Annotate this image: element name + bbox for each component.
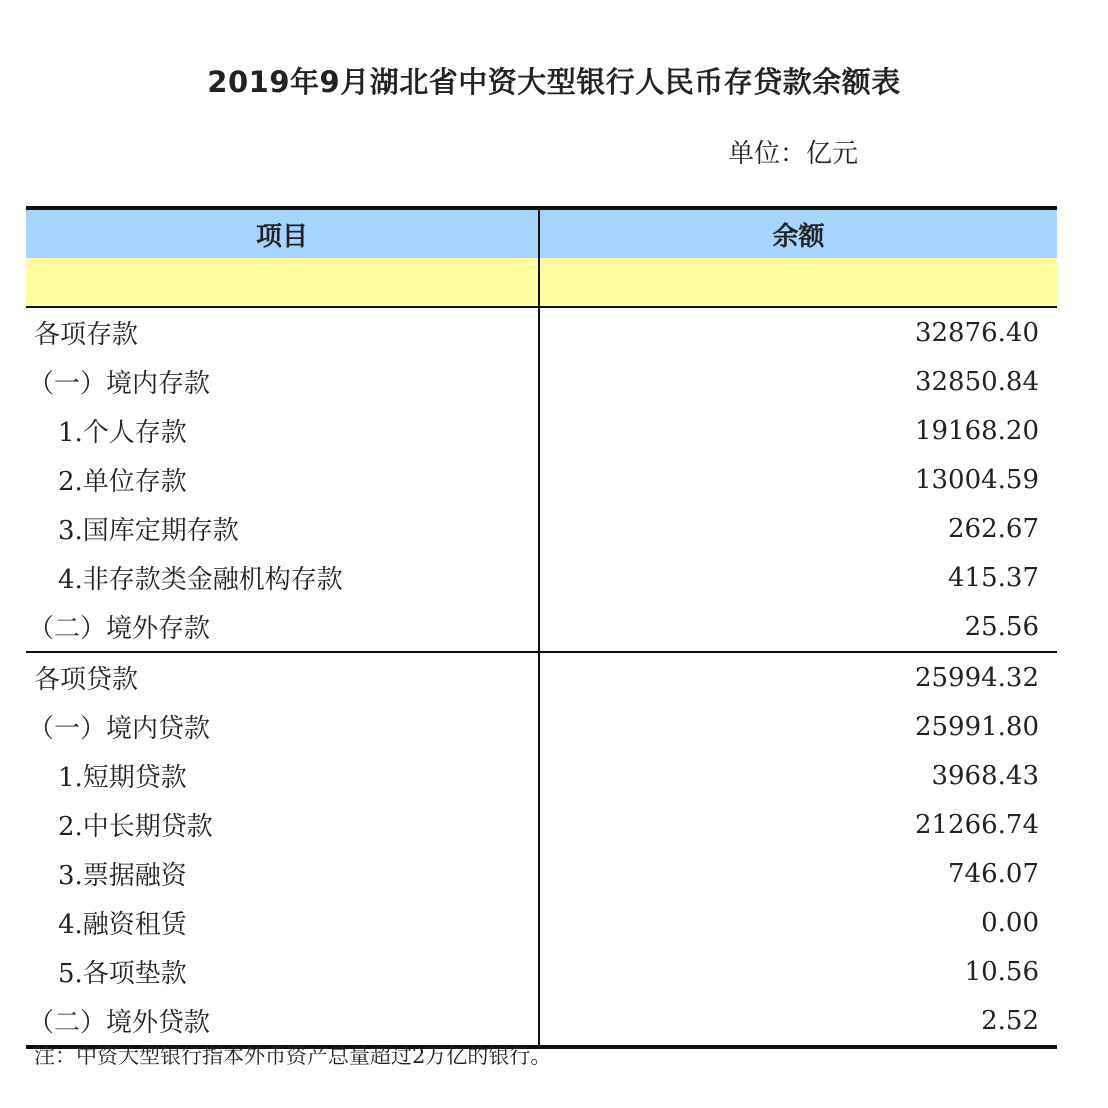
row-label: 4.融资租赁 xyxy=(58,910,187,940)
loan-section xyxy=(26,651,1057,1045)
row-label: 5.各项垫款 xyxy=(58,959,187,989)
row-label: 4.非存款类金融机构存款 xyxy=(58,565,343,595)
row-label: 2.单位存款 xyxy=(58,467,187,497)
row-value: 13004.59 xyxy=(914,464,1039,495)
table-row xyxy=(26,406,1057,455)
row-value: 262.67 xyxy=(948,513,1039,544)
row-value: 2.52 xyxy=(981,1005,1039,1036)
balance-table xyxy=(26,206,1057,1049)
row-value: 19168.20 xyxy=(914,415,1039,446)
row-label: 2.中长期贷款 xyxy=(58,812,213,842)
deposit-section xyxy=(26,308,1057,651)
table-row xyxy=(26,751,1057,800)
row-value: 746.07 xyxy=(948,858,1039,889)
table-row xyxy=(26,357,1057,406)
row-label: 各项贷款 xyxy=(34,665,139,695)
row-value: 415.37 xyxy=(948,562,1039,593)
table-row xyxy=(26,849,1057,898)
footnote: 注：中资大型银行指本外币资产总量超过2万亿的银行。 xyxy=(34,1044,552,1068)
row-value: 25991.80 xyxy=(914,711,1039,742)
table-row xyxy=(26,898,1057,947)
row-value: 10.56 xyxy=(964,956,1039,987)
header-spacer-row xyxy=(26,258,1057,308)
table-header xyxy=(26,210,1057,258)
table-row xyxy=(26,504,1057,553)
row-value: 25.56 xyxy=(964,611,1039,642)
header-item: 项目 xyxy=(26,210,540,258)
row-value: 32876.40 xyxy=(914,317,1039,348)
table-row xyxy=(26,602,1057,651)
table-row xyxy=(26,800,1057,849)
row-value: 32850.84 xyxy=(914,366,1039,397)
row-label: 3.票据融资 xyxy=(58,861,187,891)
row-value: 21266.74 xyxy=(914,809,1039,840)
row-label: （一）境内存款 xyxy=(28,369,211,399)
row-label: （二）境外存款 xyxy=(28,614,211,644)
page-title: 2019年9月湖北省中资大型银行人民币存贷款余额表 xyxy=(207,65,901,99)
row-value: 0.00 xyxy=(981,907,1039,938)
table-row xyxy=(26,553,1057,602)
row-label: 3.国库定期存款 xyxy=(58,516,239,546)
table-row xyxy=(26,947,1057,996)
row-label: 1.短期贷款 xyxy=(58,763,187,793)
table-row xyxy=(26,702,1057,751)
unit-label: 单位：亿元 xyxy=(728,139,859,169)
row-value: 3968.43 xyxy=(931,760,1039,791)
row-label: 1.个人存款 xyxy=(58,418,187,448)
row-label: （二）境外贷款 xyxy=(28,1008,211,1038)
row-label: （一）境内贷款 xyxy=(28,714,211,744)
header-amount: 余额 xyxy=(772,221,825,252)
table-row xyxy=(26,653,1057,702)
table-row xyxy=(26,996,1057,1045)
table-row xyxy=(26,455,1057,504)
table-row xyxy=(26,308,1057,357)
row-label: 各项存款 xyxy=(34,320,139,350)
row-value: 25994.32 xyxy=(914,662,1039,693)
